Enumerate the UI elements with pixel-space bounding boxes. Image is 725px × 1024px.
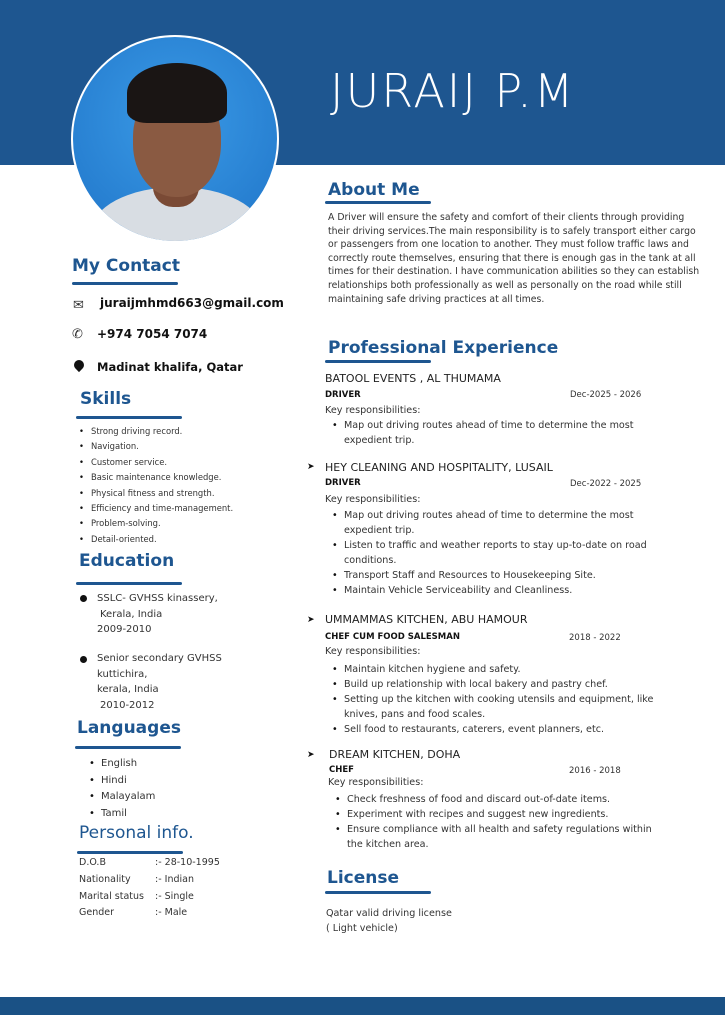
personal-label: D.O.B xyxy=(79,857,106,868)
license-heading: License xyxy=(327,868,400,888)
education-heading: Education xyxy=(79,551,175,571)
education-line: 2009-2010 xyxy=(97,624,152,635)
divider xyxy=(76,416,182,419)
skill-item: • Efficiency and time-management. xyxy=(77,501,233,516)
license-text xyxy=(326,906,452,936)
personal-label: Marital status xyxy=(79,890,144,902)
education-line: 2010-2012 xyxy=(100,699,155,711)
personal-info-heading: Personal info. xyxy=(79,823,194,843)
skill-item: • Basic maintenance knowledge. xyxy=(77,470,233,485)
chevron-right-icon: ➤ xyxy=(307,462,315,472)
license-line: ( Light vehicle) xyxy=(326,923,398,934)
personal-label: Nationality xyxy=(79,873,131,885)
license-line: Qatar valid driving license xyxy=(326,908,452,919)
about-text: A Driver will ensure the safety and comfort of their clients through providing their driving services.The main responsibility is to safely transport either cargo or passengers from one location to another. They must follow traffic laws and correctly route themselves, ensuring that there is enough gas in the tank at all times for their destination. I have communication abilities so they can establish relationships both professionally as well as personally on the road while still maintaining safe driving practices at all times. xyxy=(328,212,700,305)
job-role: CHEF CUM FOOD SALESMAN xyxy=(325,632,460,642)
education-line: kerala, India xyxy=(97,684,159,695)
job-dates: 2018 - 2022 xyxy=(569,633,621,643)
language-item: • English xyxy=(87,756,155,773)
job-dates: 2016 - 2018 xyxy=(569,766,621,776)
job-company: UMMAMMAS KITCHEN, ABU HAMOUR xyxy=(325,613,528,626)
job-company: DREAM KITCHEN, DOHA xyxy=(329,748,461,761)
job-role: CHEF xyxy=(329,765,354,775)
skills-heading: Skills xyxy=(80,389,132,409)
personal-value: :- Indian xyxy=(155,873,194,885)
job-role: DRIVER xyxy=(325,390,361,400)
chevron-right-icon: ➤ xyxy=(307,615,315,625)
responsibilities-list xyxy=(330,508,660,598)
divider xyxy=(325,891,431,894)
bullet-icon xyxy=(80,595,87,602)
key-responsibilities-label: Key responsibilities: xyxy=(325,405,421,416)
profile-photo xyxy=(71,35,279,243)
education-line: Senior secondary GVHSS xyxy=(97,653,222,664)
personal-value: :- Male xyxy=(155,907,188,919)
job-dates: Dec-2025 - 2026 xyxy=(570,390,642,400)
job-company: HEY CLEANING AND HOSPITALITY, LUSAIL xyxy=(325,461,553,474)
education-line: Kerala, India xyxy=(100,608,163,620)
personal-value: :- 28-10-1995 xyxy=(155,857,220,868)
responsibility-item: • Transport Staff and Resources to Housekeeping Site. xyxy=(330,568,660,583)
skill-item: • Physical fitness and strength. xyxy=(77,486,233,501)
bullet-icon xyxy=(80,656,87,663)
personal-row xyxy=(79,905,220,922)
personal-value: :- Single xyxy=(155,890,194,902)
language-item: • Tamil xyxy=(87,806,155,823)
education-item xyxy=(97,591,218,638)
phone-icon: ✆ xyxy=(72,327,83,342)
contact-phone: +974 7054 7074 xyxy=(97,327,208,341)
personal-row xyxy=(79,889,220,906)
skill-item: • Navigation. xyxy=(77,439,233,454)
responsibilities-list xyxy=(330,418,650,448)
divider xyxy=(325,360,431,363)
job-role: DRIVER xyxy=(325,478,361,488)
skills-list xyxy=(77,424,233,547)
personal-row xyxy=(79,872,220,889)
divider xyxy=(77,851,183,854)
languages-list xyxy=(87,756,155,822)
personal-label: Gender xyxy=(79,907,115,919)
responsibility-item: • Maintain Vehicle Serviceability and Cleanliness. xyxy=(330,583,660,598)
key-responsibilities-label: Key responsibilities: xyxy=(325,494,421,505)
responsibility-item: • Ensure compliance with all health and safety regulations within the kitchen area. xyxy=(333,822,663,852)
skill-item: • Detail-oriented. xyxy=(77,532,233,547)
contact-location: Madinat khalifa, Qatar xyxy=(97,360,243,374)
responsibility-item: • Build up relationship with local bakery and pastry chef. xyxy=(330,677,660,692)
responsibilities-list xyxy=(333,792,663,852)
contact-heading: My Contact xyxy=(72,256,180,276)
divider xyxy=(76,582,182,585)
responsibility-item: • Experiment with recipes and suggest new ingredients. xyxy=(333,807,663,822)
divider xyxy=(75,746,181,749)
responsibility-item: • Maintain kitchen hygiene and safety. xyxy=(330,662,660,677)
job-dates: Dec-2022 - 2025 xyxy=(570,479,642,489)
experience-heading: Professional Experience xyxy=(328,338,559,358)
divider xyxy=(325,201,431,204)
language-item: • Malayalam xyxy=(87,789,155,806)
education-item xyxy=(97,651,222,713)
location-pin-icon xyxy=(72,358,86,372)
responsibility-item: • Setting up the kitchen with cooking utensils and equipment, like knives, pans and food scales. xyxy=(330,692,660,722)
responsibility-item: • Listen to traffic and weather reports to stay up-to-date on road conditions. xyxy=(330,538,660,568)
languages-heading: Languages xyxy=(77,718,181,738)
skill-item: • Customer service. xyxy=(77,455,233,470)
about-heading: About Me xyxy=(328,180,420,200)
chevron-right-icon: ➤ xyxy=(307,750,315,760)
responsibility-item: • Sell food to restaurants, caterers, event planners, etc. xyxy=(330,722,660,737)
skill-item: • Problem-solving. xyxy=(77,516,233,531)
responsibility-item: • Check freshness of food and discard out-of-date items. xyxy=(333,792,663,807)
key-responsibilities-label: Key responsibilities: xyxy=(328,777,424,788)
skill-item: • Strong driving record. xyxy=(77,424,233,439)
job-company: BATOOL EVENTS , AL THUMAMA xyxy=(325,372,501,385)
key-responsibilities-label: Key responsibilities: xyxy=(325,646,421,657)
divider xyxy=(72,282,178,285)
candidate-name: JURAIJ P.M xyxy=(330,64,576,118)
responsibility-item: • Map out driving routes ahead of time to determine the most expedient trip. xyxy=(330,508,660,538)
education-line: kuttichira, xyxy=(97,668,148,680)
personal-info-table xyxy=(79,855,220,922)
footer-band xyxy=(0,997,725,1015)
personal-row xyxy=(79,855,220,872)
responsibility-item: • Map out driving routes ahead of time to determine the most expedient trip. xyxy=(330,418,650,448)
education-line: SSLC- GVHSS kinassery, xyxy=(97,593,218,604)
mail-icon: ✉ xyxy=(73,298,84,313)
contact-email[interactable]: juraijmhmd663@gmail.com xyxy=(100,296,284,310)
language-item: • Hindi xyxy=(87,773,155,790)
responsibilities-list xyxy=(330,662,660,737)
